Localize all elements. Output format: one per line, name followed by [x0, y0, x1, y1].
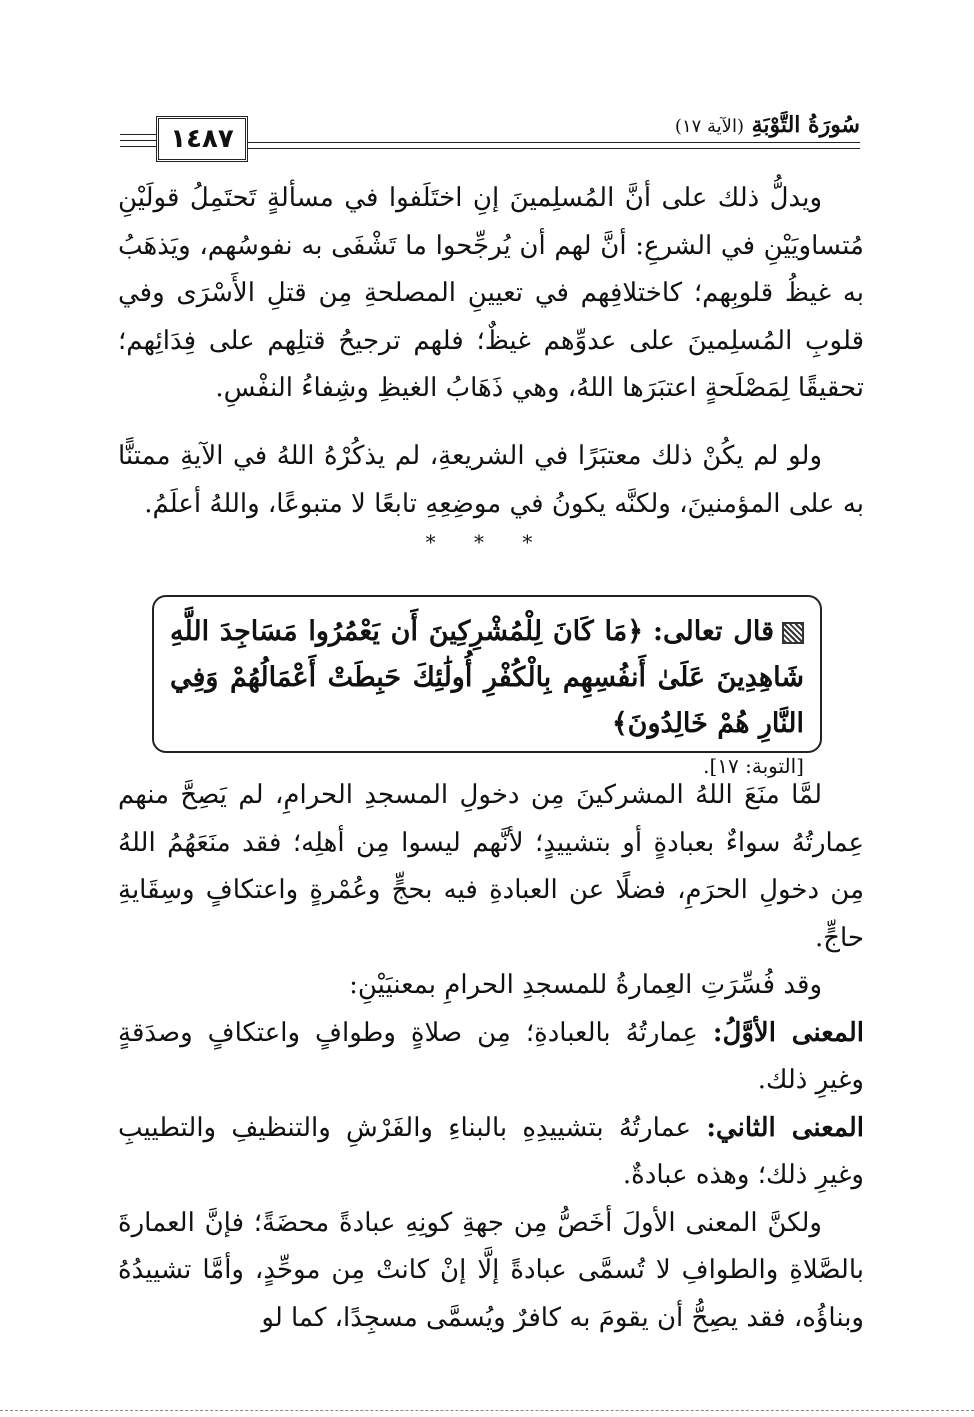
page-number [156, 116, 248, 162]
meaning-1-label: المعنى الأوَّلُ: [712, 1017, 865, 1048]
verse-lead: قال تعالى: [653, 616, 774, 647]
meaning-1-text: عِمارتُهُ بالعبادةِ؛ مِن صلاةٍ وطوافٍ واعتكافٍ وصدَقةٍ وغيرِ ذلك. [118, 1017, 864, 1095]
page-number-text: ١٤٨٧ [170, 124, 234, 154]
surah-name: سُورَةُ التَّوْبَةِ [751, 112, 860, 138]
meaning-2 [118, 1105, 864, 1200]
page-header [120, 112, 860, 162]
running-title [669, 112, 860, 138]
quran-verse-box [152, 595, 822, 778]
footer-rule [0, 1410, 974, 1411]
header-rule [244, 148, 860, 149]
commentary-paragraph: ولكنَّ المعنى الأولَ أخَصُّ مِن جهةِ كونِهِ عبادةً محضَةً؛ فإنَّ العمارةَ بالصَّلاةِ والطوافِ لا تُسمَّى عبادةً إلَّا إنْ كانتْ مِن موحِّدٍ، وأمَّا تشييدُهُ وبناؤُه، فقد يصِحُّ أن يقومَ به كافرٌ ويُسمَّى مسجِدًا، كما لو [118, 1207, 864, 1333]
meaning-2-label: المعنى الثاني: [706, 1112, 864, 1143]
commentary-paragraph: وقد فُسِّرَتِ العِمارةُ للمسجدِ الحرامِ بمعنيَيْنِ: [349, 970, 822, 1000]
verse-reference: (الآية ١٧) [674, 116, 744, 137]
paragraph-block-2 [118, 433, 864, 528]
ornament-icon [782, 622, 804, 644]
section-separator: * * * [425, 530, 549, 554]
body-paragraph: ويدلُّ ذلك على أنَّ المُسلِمينَ إنِ اختَلَفوا في مسألةٍ تَحتَمِلُ قولَيْنِ مُتساويَيْنِ في الشرعِ: أنَّ لهم أن يُرجِّحوا ما تَشْفَى به نفوسُهم، ويَذهَبُ به غيظُ قلوبِهم؛ كاختلافِهم في تعيينِ المصلحةِ مِن قتلِ الأَسْرَى وفي قلوبِ المُسلِمينَ على عدوِّهم غيظٌ؛ فلهم ترجيحُ قتلِهم على فِدَائِهم؛ تحقيقًا لِمَصْلَحةٍ اعتبَرَها اللهُ، وهي ذَهَابُ الغيظِ وشِفاءُ النفْسِ. [118, 183, 864, 403]
verse-source: [التوبة: ١٧]. [703, 754, 804, 778]
commentary-block [118, 772, 864, 1342]
paragraph-block-1 [118, 175, 864, 413]
body-paragraph: ولو لم يكُنْ ذلك معتبَرًا في الشريعةِ، لم يذكُرْهُ اللهُ في الآيةِ ممتنًّا به على المؤمنينَ، ولكنَّه يكونُ في موضِعِهِ تابعًا لا متبوعًا، واللهُ أعلَمُ. [118, 441, 864, 519]
meaning-1 [118, 1010, 864, 1105]
quran-verse-text: ﴿مَا كَانَ لِلْمُشْرِكِينَ أَن يَعْمُرُوا مَسَاجِدَ اللَّهِ شَاهِدِينَ عَلَىٰ أَنفُسِهِم بِالْكُفْرِ أُولَٰئِكَ حَبِطَتْ أَعْمَالُهُمْ وَفِي النَّارِ هُمْ خَالِدُونَ﴾ [170, 616, 804, 739]
commentary-paragraph: لمَّا منَعَ اللهُ المشركينَ مِن دخولِ المسجدِ الحرامِ، لم يَصِحَّ منهم عِمارتُهُ سواءٌ بعبادةٍ أو بتشييدٍ؛ لأنَّهم ليسوا مِن أهلِه؛ فقد منَعَهُمُ اللهُ مِن دخولِ الحرَمِ، فضلًا عن العبادةِ فيه بحجٍّ وعُمْرةٍ واعتكافٍ وسِقَايةِ حاجٍّ. [118, 780, 864, 953]
header-rule [244, 142, 860, 143]
meaning-2-text: عمارتُهُ بتشييدِهِ بالبناءِ والفَرْشِ والتنظيفِ والتطييبِ وغيرِ ذلك؛ وهذه عبادةٌ. [118, 1112, 864, 1190]
verse-line [170, 609, 804, 747]
